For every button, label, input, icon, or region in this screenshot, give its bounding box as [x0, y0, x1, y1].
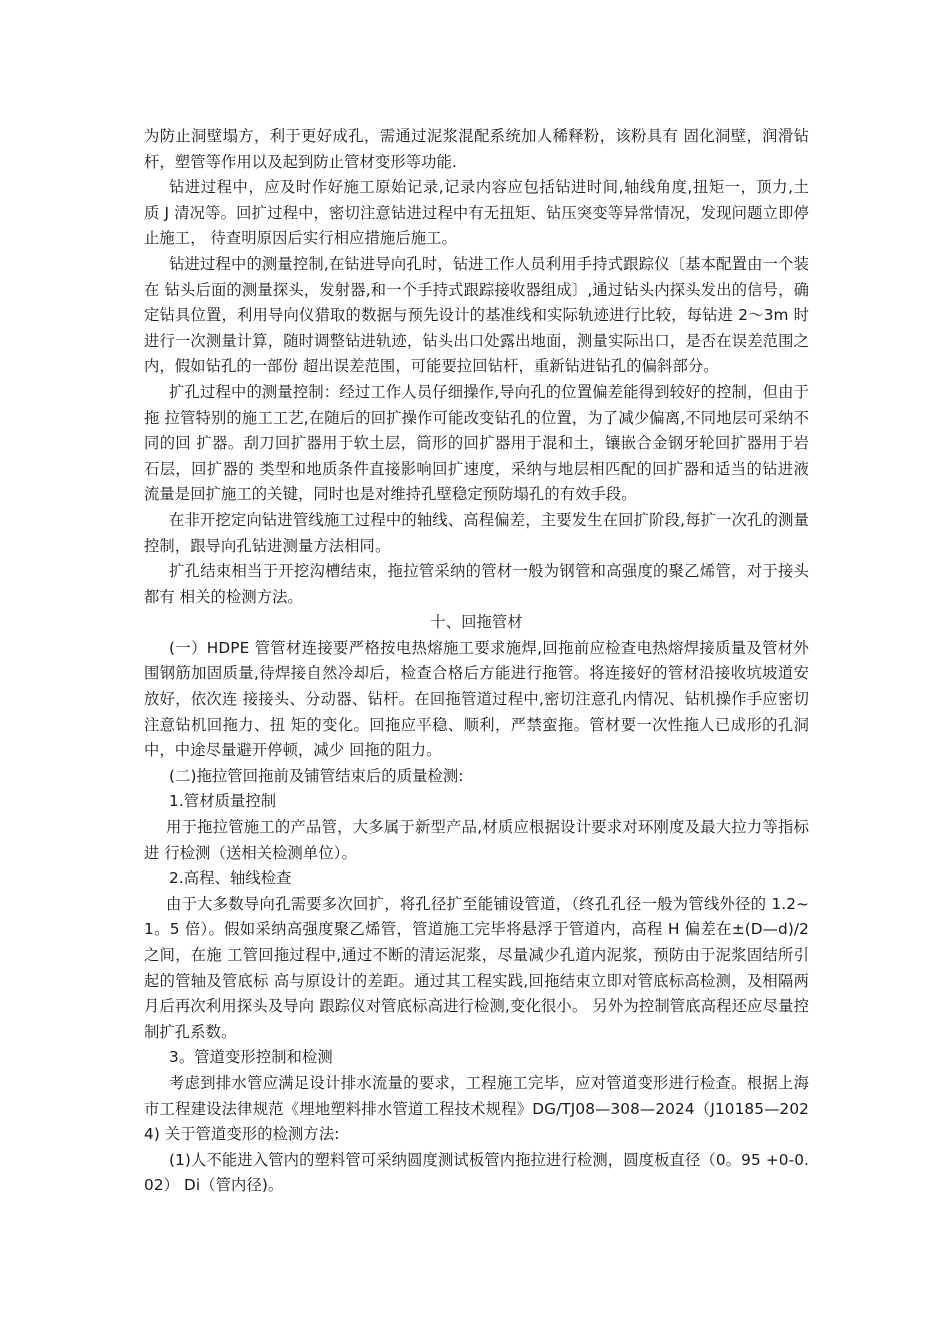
paragraph: 在非开挖定向钻进管线施工过程中的轴线、高程偏差，主要发生在回扩阶段,每扩一次孔的测量控制，跟导向孔钻进测量方法相同。 — [144, 510, 809, 555]
paragraph: 钻进过程中的测量控制,在钻进导向孔时，钻进工作人员利用手持式跟踪仪〔基本配置由一个装在 钻头后面的测量探头，发射器,和一个手持式跟踪接收器组成〕,通过钻头内探头发出的信号，确定钻具位置，利用导向仪猎取的数据与预先设计的基准线和实际轨迹进行比较，每钻进 2～3m 时进行一次测量计算，随时调整钻进轨迹，钻头出口处露出地面，测量实际出口，是否在误差范围之内，假如钻孔的一部份 超出误差范围，可能要拉回钻杆，重新钻进钻孔的偏斜部分。 — [144, 254, 809, 376]
subheading: 3。管道变形控制和检测 — [169, 1048, 333, 1067]
paragraph: 扩孔过程中的测量控制：经过工作人员仔细操作,导向孔的位置偏差能得到较好的控制，但由于拖 拉管特别的施工工艺,在随后的回扩操作可能改变钻孔的位置，为了减少偏离,不同地层可采纳不同的回 扩器。刮刀回扩器用于软土层，筒形的回扩器用于混和土，镶嵌合金钢牙轮回扩器用于岩石层，回扩器的 类型和地质条件直接影响回扩速度，采纳与地层相匹配的回扩器和适当的钻进液流量是回扩施工的关键，同时也是对维持孔壁稳定预防塌孔的有效手段。 — [144, 382, 809, 504]
paragraph: (二)拖拉管回拖前及铺管结束后的质量检测: — [169, 766, 464, 785]
paragraph: (1)人不能进入管内的塑料管可采纳圆度测试板管内拖拉进行检测，圆度板直径（0。95 +0-0.02） Di（管内径)。 — [144, 1150, 809, 1195]
paragraph: 由于大多数导向孔需要多次回扩，将孔径扩至能铺设管道，（终孔孔径一般为管线外径的 1.2~1。5 倍）。假如采纳高强度聚乙烯管，管道施工完毕将悬浮于管道内，高程 H 偏差在±(D—d)/2 之间，在施 工管回拖过程中,通过不断的清运泥浆，尽量减少孔道内泥浆，预防由于泥浆固结所引起的管轴及管底标 高与原设计的差距。通过其工程实践,回拖结束立即对管底标高检测，及相隔两月后再次利用探头及导向 跟踪仪对管底标高进行检测,变化很小。 另外为控制管底高程还应尽量控制扩孔系数。 — [144, 894, 809, 1041]
document-body — [144, 124, 809, 1199]
paragraph: 钻进过程中，应及时作好施工原始记录,记录内容应包括钻进时间,轴线角度,扭矩一，顶力,土 质 J 清况等。回扩过程中，密切注意钻进过程中有无扭矩、钻压突变等异常情况，发现问题立即停止施工， 待查明原因后实行相应措施后施工。 — [144, 178, 809, 248]
paragraph: 扩孔结束相当于开挖沟槽结束，拖拉管采纳的管材一般为钢管和高强度的聚乙烯管，对于接头都有 相关的检测方法。 — [144, 562, 809, 606]
paragraph: (一）HDPE 管管材连接要严格按电热熔施工要求施焊,回拖前应检查电热熔焊接质量及管材外围钢筋加固质量,待焊接自然冷却后，检查合格后方能进行拖管。将连接好的管材沿接收坑坡道安放好，依次连 接接头、分动器、钻杆。在回拖管道过程中,密切注意孔内情况、钻机操作手应密切注意钻机回拖力、扭 矩的变化。回拖应平稳、顺利，严禁蛮拖。管材要一次性拖人已成形的孔洞中，中途尽量避开停顿，减少 回拖的阻力。 — [144, 638, 809, 760]
subheading: 1.管材质量控制 — [169, 792, 277, 811]
paragraph: 为防止洞壁塌方，利于更好成孔，需通过泥浆混配系统加人稀释粉，该粉具有 固化洞壁，润滑钻杆，塑管等作用以及起到防止管材变形等功能. — [144, 127, 809, 171]
paragraph: 用于拖拉管施工的产品管，大多属于新型产品,材质应根据设计要求对环刚度及最大拉力等指标进 行检测（送相关检测单位）。 — [144, 818, 809, 862]
subheading: 2.高程、轴线检查 — [169, 869, 292, 888]
section-heading: 十、回拖管材 — [430, 613, 523, 632]
paragraph: 考虑到排水管应满足设计排水流量的要求，工程施工完毕，应对管道变形进行检查。根据上海市工程建设法律规范《埋地塑料排水管道工程技术规程》DG/TJ08—308—2024（J10185—2024) 关于管道变形的检测方法: — [144, 1073, 809, 1144]
